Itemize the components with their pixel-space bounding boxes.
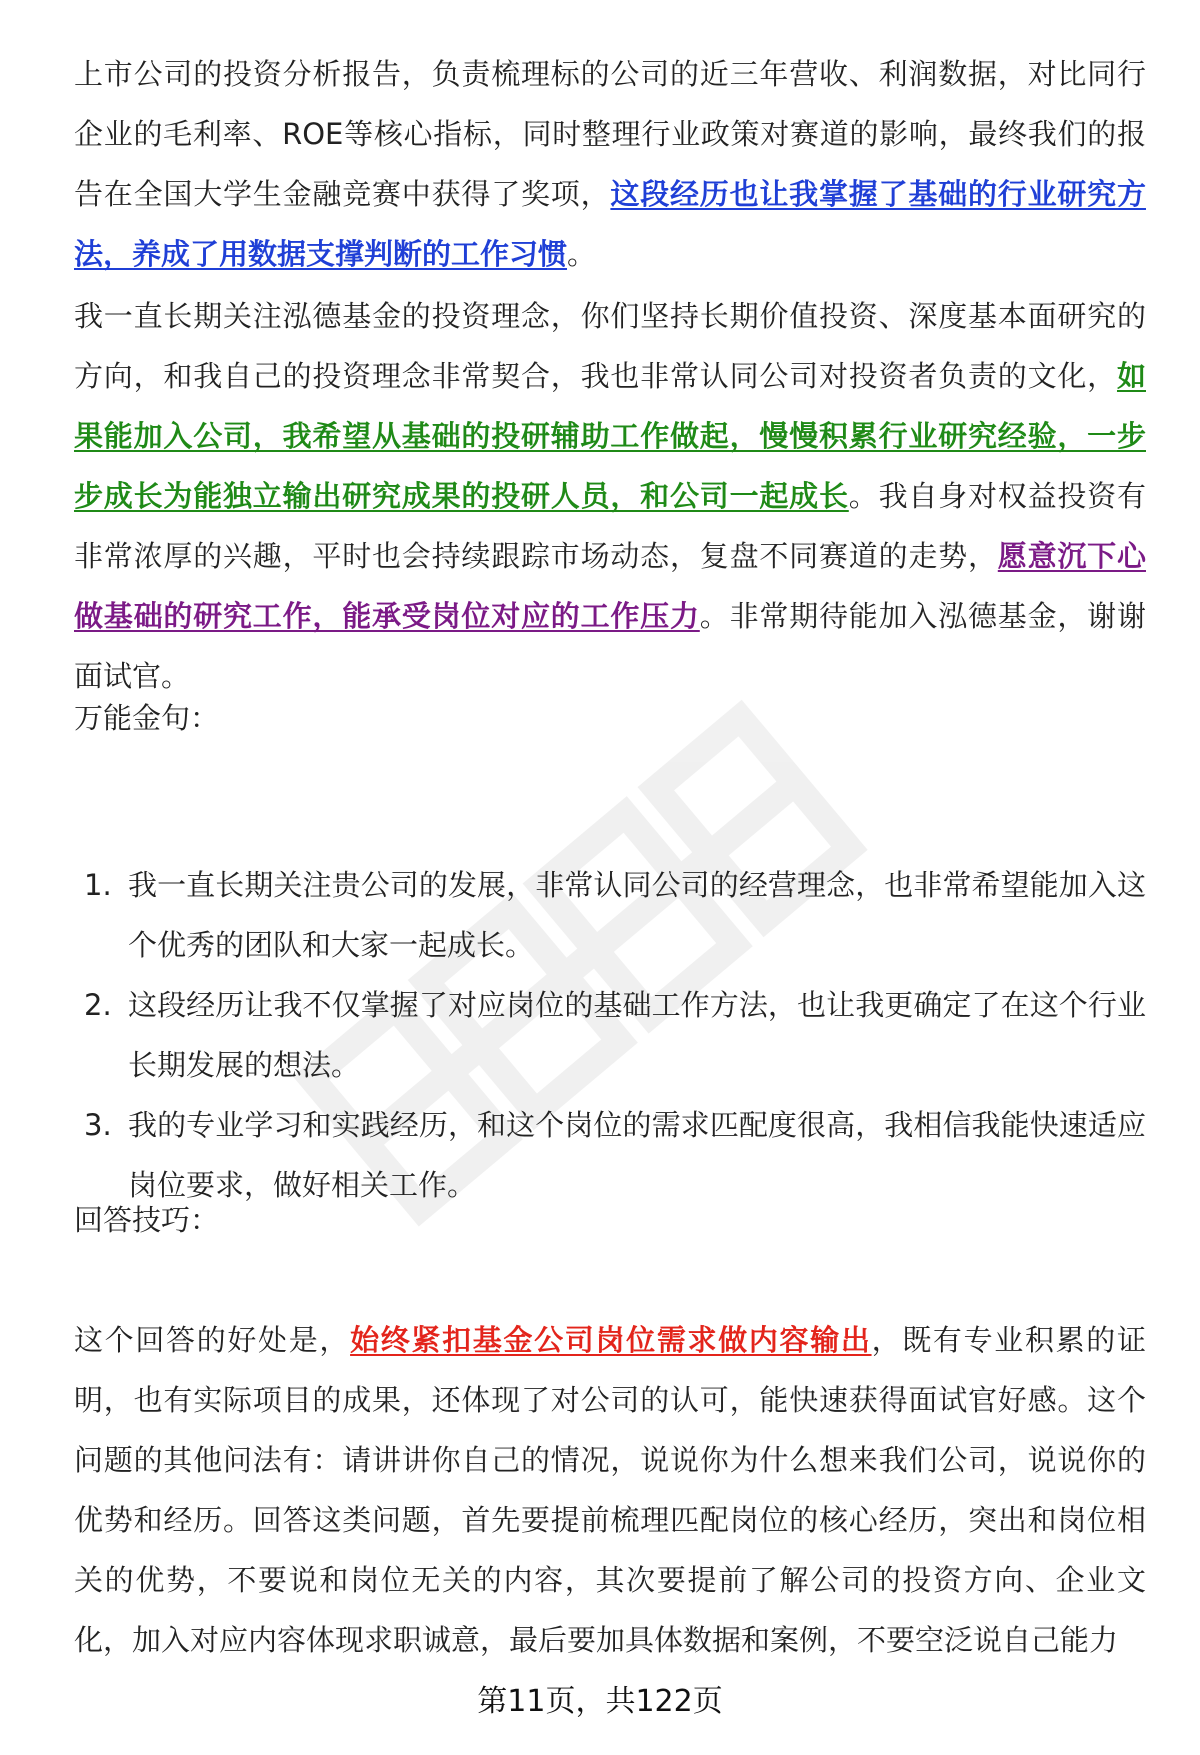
paragraph-experience-tail: 。 <box>567 237 597 271</box>
paragraph-tips-lead: 这个回答的好处是， <box>74 1323 351 1357</box>
list-item-text: 这段经历让我不仅掌握了对应岗位的基础工作方法，也让我更确定了在这个行业长期发展的想法。 <box>128 988 1146 1082</box>
list-item-number: 3. <box>84 1108 112 1142</box>
paragraph-motivation-text: 我一直长期关注泓德基金的投资理念，你们坚持长期价值投资、深度基本面研究的方向，和我自己的投资理念非常契合，我也非常认同公司对投资者负责的文化， <box>74 299 1146 393</box>
list-item-number: 2. <box>84 988 112 1022</box>
paragraph-motivation <box>74 286 1146 706</box>
golden-sentences-list <box>74 855 1146 1215</box>
paragraph-experience <box>74 44 1146 284</box>
paragraph-motivation-mid: 。我自身对权益投资有非常浓厚的兴趣，平时也会持续跟踪市场动态，复盘不同赛道的走势， <box>74 479 1146 573</box>
list-item-text: 我的专业学习和实践经历，和这个岗位的需求匹配度很高，我相信我能快速适应岗位要求，做好相关工作。 <box>128 1108 1146 1202</box>
highlight-red: 始终紧扣基金公司岗位需求做内容输出 <box>350 1323 872 1357</box>
list-item <box>74 975 1146 1095</box>
paragraph-tips <box>74 1310 1146 1670</box>
highlight-blue: 这段经历也让我掌握了基础的行业研究方法，养成了用数据支撑判断的工作习惯 <box>74 177 1146 271</box>
answer-tips-heading: 回答技巧： <box>74 1203 220 1237</box>
page-footer: 第11页，共122页 <box>477 1684 723 1719</box>
highlight-purple: 愿意沉下心做基础的研究工作，能承受岗位对应的工作压力 <box>74 539 1146 633</box>
highlight-green: 如果能加入公司，我希望从基础的投研辅助工作做起，慢慢积累行业研究经验，一步步成长为能独立输出研究成果的投研人员，和公司一起成长 <box>74 359 1146 513</box>
paragraph-tips-text: ，既有专业积累的证明，也有实际项目的成果，还体现了对公司的认可，能快速获得面试官好感。这个问题的其他问法有：请讲讲你自己的情况，说说你为什么想来我们公司，说说你的优势和经历。回答这类问题，首先要提前梳理匹配岗位的核心经历，突出和岗位相关的优势，不要说和岗位无关的内容，其次要提前了解公司的投资方向、企业文化，加入对应内容体现求职诚意，最后要加具体数据和案例，不要空泛说自己能力 <box>74 1323 1146 1657</box>
list-item <box>74 855 1146 975</box>
paragraph-motivation-tail: 。非常期待能加入泓德基金，谢谢面试官。 <box>74 599 1146 693</box>
golden-sentences-heading: 万能金句： <box>74 701 220 735</box>
paragraph-experience-text: 上市公司的投资分析报告，负责梳理标的公司的近三年营收、利润数据，对比同行企业的毛利率、ROE等核心指标，同时整理行业政策对赛道的影响，最终我们的报告在全国大学生金融竞赛中获得了奖项， <box>74 57 1146 211</box>
list-item-number: 1. <box>84 868 112 902</box>
list-item-text: 我一直长期关注贵公司的发展，非常认同公司的经营理念，也非常希望能加入这个优秀的团队和大家一起成长。 <box>128 868 1146 962</box>
